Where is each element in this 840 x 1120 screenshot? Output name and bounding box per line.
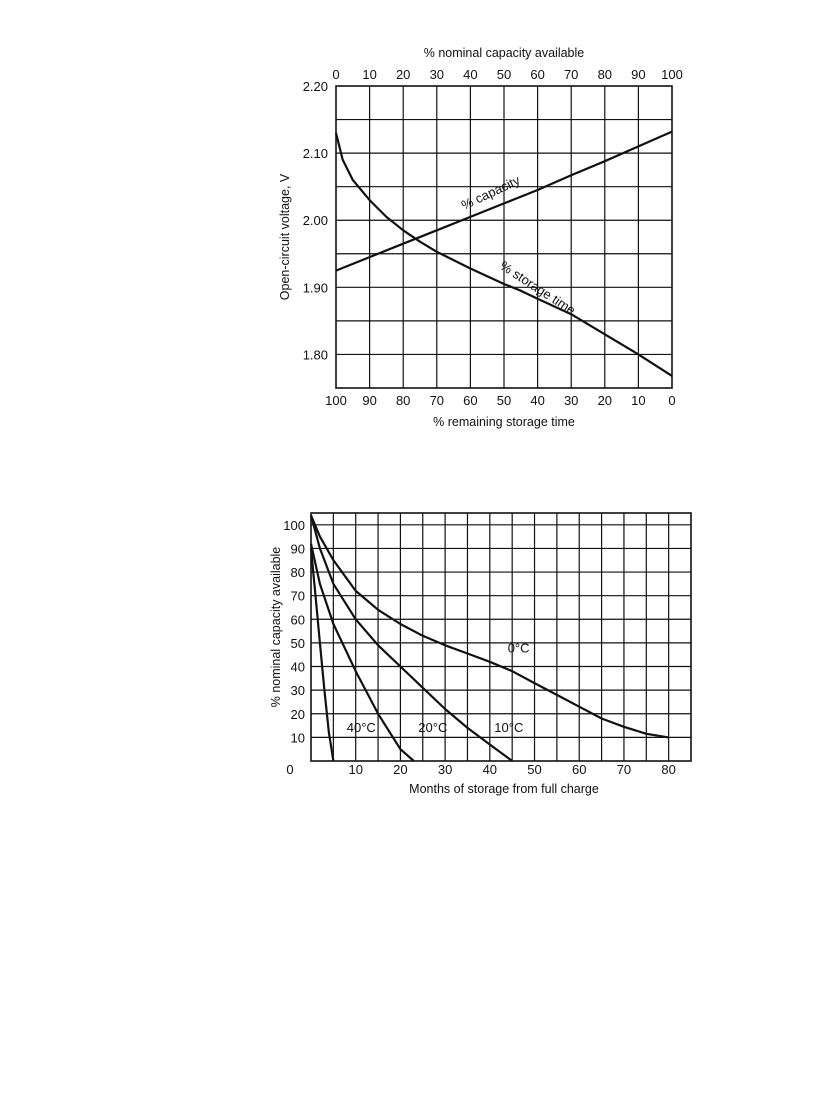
top-tick-label: 20 — [395, 67, 411, 82]
storage-time-curve-label: % storage time — [497, 257, 579, 318]
top-tick-label: 100 — [661, 67, 683, 82]
x-tick-label: 40 — [482, 762, 498, 777]
capacity-chart-series-labels — [347, 641, 530, 735]
top-tick-label: 10 — [362, 67, 377, 82]
series-label: 10°C — [494, 719, 524, 735]
series-line — [311, 548, 333, 761]
y-tick-label: 70 — [290, 588, 305, 604]
bottom-tick-label: 60 — [463, 393, 478, 408]
voltage-chart-top-axis-title: % nominal capacity available — [423, 46, 585, 60]
top-tick-label: 50 — [496, 67, 512, 82]
y-tick-label: 2.10 — [302, 146, 328, 162]
bottom-tick-label: 20 — [597, 393, 613, 408]
top-tick-label: 0 — [332, 67, 340, 82]
y-tick-label: 1.80 — [302, 347, 328, 363]
series-label: 20°C — [418, 719, 448, 735]
voltage-chart-y-ticks — [303, 79, 328, 362]
capacity-curve-label: % capacity — [458, 172, 523, 213]
capacity-chart-x-ticks — [348, 762, 675, 777]
capacity-chart-y-axis-title: % nominal capacity available — [269, 546, 283, 708]
voltage-chart-y-axis-title: Open-circuit voltage, V — [278, 173, 292, 301]
voltage-chart-x-axis-title: % remaining storage time — [433, 415, 575, 429]
y-tick-label: 30 — [290, 683, 305, 699]
y-tick-label: 60 — [290, 612, 305, 628]
series-label: 40°C — [346, 719, 376, 735]
series-label: 0°C — [507, 640, 530, 656]
x-tick-label: 30 — [437, 762, 453, 777]
bottom-tick-label: 30 — [563, 393, 579, 408]
top-tick-label: 90 — [631, 67, 646, 82]
top-tick-label: 70 — [563, 67, 579, 82]
voltage-chart-top-ticks — [332, 67, 682, 82]
voltage-chart-grid — [336, 86, 672, 388]
top-tick-label: 60 — [530, 67, 545, 82]
bottom-tick-label: 80 — [395, 393, 411, 408]
bottom-tick-label: 50 — [496, 393, 512, 408]
capacity-chart-y-ticks — [283, 518, 305, 746]
bottom-tick-label: 40 — [530, 393, 545, 408]
y-tick-label: 1.90 — [302, 280, 328, 296]
capacity-chart-x-axis-title: Months of storage from full charge — [409, 782, 599, 796]
x-tick-label: 50 — [527, 762, 542, 777]
x-tick-label: 60 — [572, 762, 587, 777]
bottom-tick-label: 10 — [631, 393, 646, 408]
top-tick-label: 30 — [429, 67, 445, 82]
capacity-chart — [269, 513, 691, 796]
voltage-chart — [278, 46, 683, 429]
x-tick-label: 20 — [393, 762, 408, 777]
y-tick-label: 2.20 — [302, 79, 328, 94]
bottom-tick-label: 90 — [362, 393, 377, 408]
y-tick-label: 50 — [290, 635, 305, 651]
top-tick-label: 80 — [597, 67, 613, 82]
y-tick-label: 90 — [290, 541, 305, 557]
y-tick-label: 10 — [290, 730, 305, 746]
y-tick-label: 100 — [283, 517, 305, 533]
voltage-chart-bottom-ticks — [325, 393, 675, 408]
bottom-tick-label: 100 — [325, 393, 347, 408]
x-tick-label: 10 — [348, 762, 363, 777]
y-tick-label: 2.00 — [302, 213, 328, 229]
y-tick-label: 40 — [290, 659, 305, 675]
top-tick-label: 40 — [463, 67, 478, 82]
capacity-chart-origin-label: 0 — [286, 762, 294, 777]
x-tick-label: 80 — [661, 762, 676, 777]
bottom-tick-label: 70 — [429, 393, 445, 408]
y-tick-label: 20 — [290, 706, 305, 722]
bottom-tick-label: 0 — [668, 393, 676, 408]
x-tick-label: 70 — [616, 762, 632, 777]
y-tick-label: 80 — [290, 565, 305, 581]
